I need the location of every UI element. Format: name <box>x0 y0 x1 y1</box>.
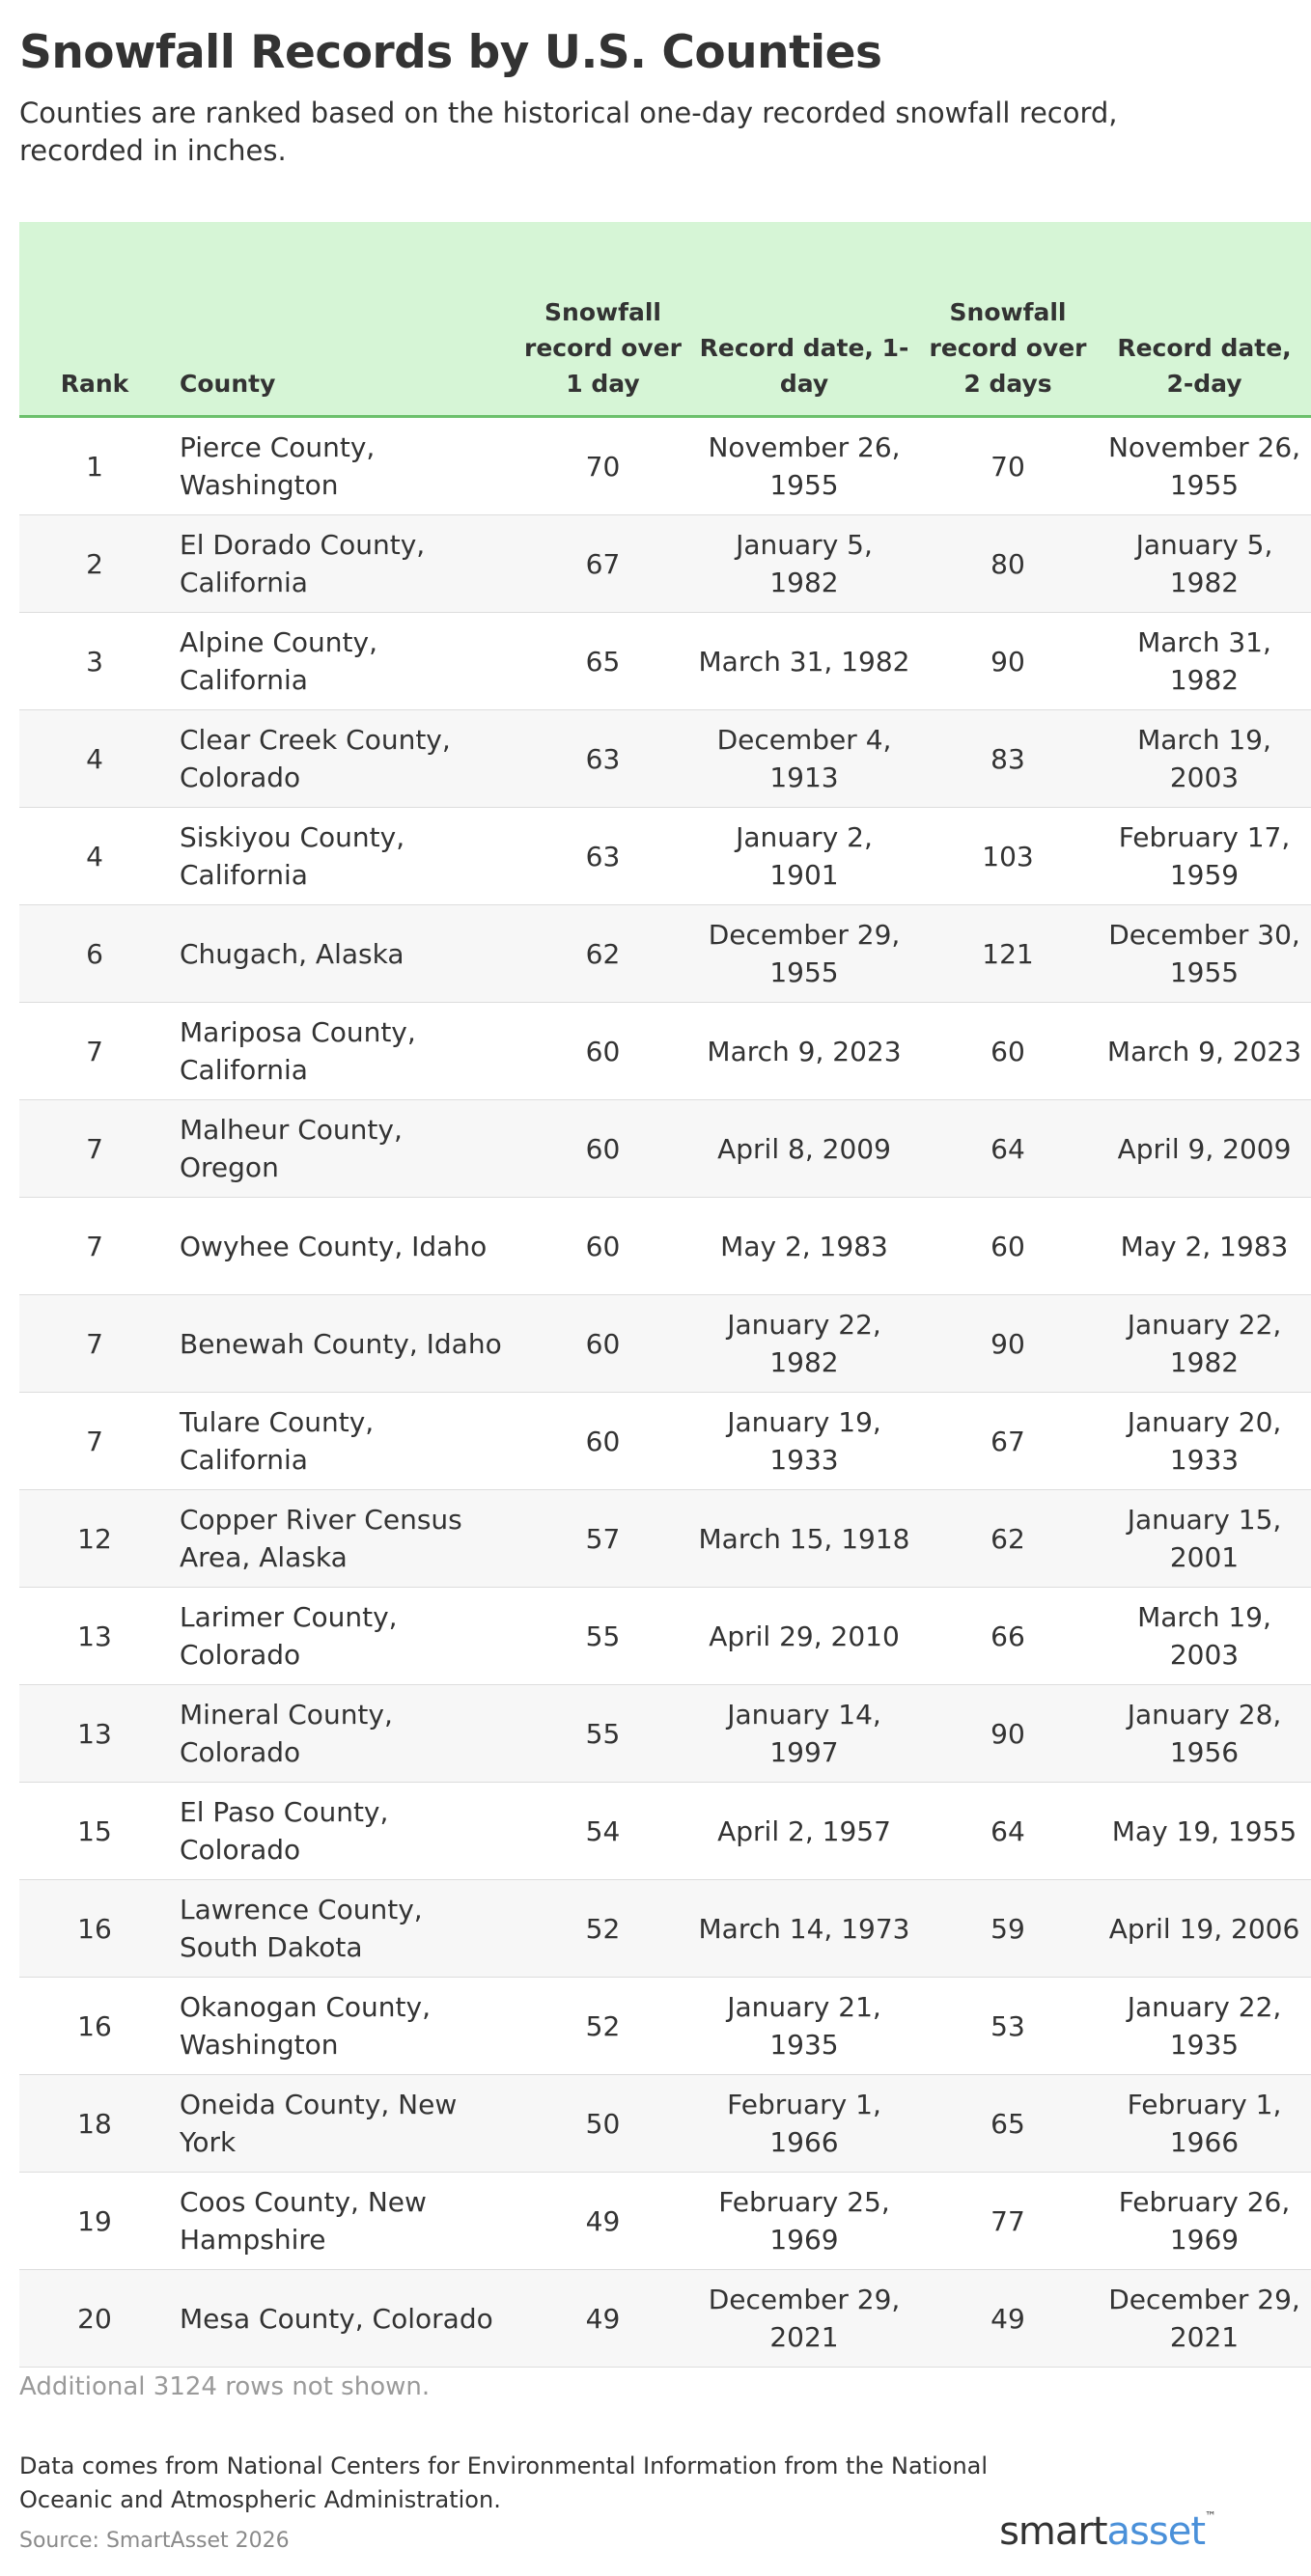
record-date-2-day-cell: March 19, 2003 <box>1098 710 1311 808</box>
record-date-2-day-cell: December 30, 1955 <box>1098 905 1311 1003</box>
county-cell: Malheur County, Oregon <box>170 1100 516 1198</box>
rank-cell: 13 <box>19 1685 170 1783</box>
county-cell: Mineral County, Colorado <box>170 1685 516 1783</box>
snowfall-1-day-cell: 60 <box>516 1393 690 1490</box>
county-cell: Mariposa County, California <box>170 1003 516 1100</box>
snowfall-2-days-cell: 80 <box>918 515 1098 613</box>
snowfall-2-days-cell: 49 <box>918 2270 1098 2368</box>
county-cell: Lawrence County, South Dakota <box>170 1880 516 1978</box>
county-cell: Larimer County, Colorado <box>170 1588 516 1685</box>
table-row <box>19 1588 1311 1685</box>
snowfall-2-days-cell: 60 <box>918 1003 1098 1100</box>
snowfall-1-day-cell: 65 <box>516 613 690 710</box>
snowfall-2-days-cell: 90 <box>918 613 1098 710</box>
snowfall-1-day-cell: 60 <box>516 1295 690 1393</box>
record-date-2-day-cell: March 9, 2023 <box>1098 1003 1311 1100</box>
snowfall-1-day-cell: 63 <box>516 710 690 808</box>
record-date-2-day-cell: May 2, 1983 <box>1098 1198 1311 1295</box>
county-cell: Oneida County, New York <box>170 2075 516 2173</box>
snowfall-2-days-cell: 83 <box>918 710 1098 808</box>
snowfall-2-days-cell: 65 <box>918 2075 1098 2173</box>
snowfall-1-day-cell: 54 <box>516 1783 690 1880</box>
record-date-1-day-cell: March 15, 1918 <box>690 1490 918 1588</box>
snowfall-1-day-cell: 50 <box>516 2075 690 2173</box>
table-row <box>19 808 1311 905</box>
table-row <box>19 1003 1311 1100</box>
record-date-2-day-cell: February 1, 1966 <box>1098 2075 1311 2173</box>
snowfall-1-day-cell: 60 <box>516 1100 690 1198</box>
table-row <box>19 710 1311 808</box>
record-date-1-day-cell: January 21, 1935 <box>690 1978 918 2075</box>
table-row <box>19 1198 1311 1295</box>
snowfall-1-day-cell: 62 <box>516 905 690 1003</box>
smartasset-logo <box>999 2509 1216 2554</box>
record-date-2-day-cell: April 9, 2009 <box>1098 1100 1311 1198</box>
table-row <box>19 1100 1311 1198</box>
data-source-note: Data comes from National Centers for Environmental Information from the National Oceanic and Atmospheric Administration. <box>19 2452 989 2513</box>
rank-cell: 7 <box>19 1295 170 1393</box>
snowfall-2-days-cell: 64 <box>918 1100 1098 1198</box>
county-cell: Coos County, New Hampshire <box>170 2173 516 2270</box>
snowfall-2-days-cell: 90 <box>918 1685 1098 1783</box>
rows-not-shown-note: Additional 3124 rows not shown. <box>19 2372 431 2401</box>
record-date-2-day-cell: April 19, 2006 <box>1098 1880 1311 1978</box>
table-row <box>19 1978 1311 2075</box>
table-row <box>19 613 1311 710</box>
rank-cell: 7 <box>19 1393 170 1490</box>
table-row <box>19 1295 1311 1393</box>
record-date-1-day-cell: January 2, 1901 <box>690 808 918 905</box>
rank-cell: 6 <box>19 905 170 1003</box>
record-date-1-day-cell: April 8, 2009 <box>690 1100 918 1198</box>
snowfall-1-day-cell: 55 <box>516 1588 690 1685</box>
county-cell: Benewah County, Idaho <box>170 1295 516 1393</box>
snowfall-table <box>19 222 1311 2368</box>
record-date-1-day-cell: March 31, 1982 <box>690 613 918 710</box>
source-credit: Source: SmartAsset 2026 <box>19 2529 290 2553</box>
page-title: Snowfall Records by U.S. Counties <box>19 26 882 79</box>
county-cell: Siskiyou County, California <box>170 808 516 905</box>
rank-cell: 13 <box>19 1588 170 1685</box>
snowfall-2-days-cell: 90 <box>918 1295 1098 1393</box>
record-date-2-day-cell: January 28, 1956 <box>1098 1685 1311 1783</box>
record-date-1-day-cell: December 29, 2021 <box>690 2270 918 2368</box>
county-cell: Alpine County, California <box>170 613 516 710</box>
snowfall-2-days-cell: 67 <box>918 1393 1098 1490</box>
county-cell: El Paso County, Colorado <box>170 1783 516 1880</box>
snowfall-2-days-cell: 59 <box>918 1880 1098 1978</box>
snowfall-1-day-cell: 49 <box>516 2173 690 2270</box>
snowfall-2-days-cell: 77 <box>918 2173 1098 2270</box>
snowfall-1-day-cell: 60 <box>516 1198 690 1295</box>
snowfall-1-day-cell: 60 <box>516 1003 690 1100</box>
logo-text-smart: smart <box>999 2509 1107 2554</box>
snowfall-1-day-cell: 55 <box>516 1685 690 1783</box>
record-date-1-day-cell: February 1, 1966 <box>690 2075 918 2173</box>
record-date-1-day-cell: March 9, 2023 <box>690 1003 918 1100</box>
snowfall-2-days-cell: 121 <box>918 905 1098 1003</box>
record-date-2-day-cell: January 15, 2001 <box>1098 1490 1311 1588</box>
table-row <box>19 2270 1311 2368</box>
county-cell: Okanogan County, Washington <box>170 1978 516 2075</box>
snowfall-2-days-cell: 60 <box>918 1198 1098 1295</box>
snowfall-1-day-cell: 52 <box>516 1880 690 1978</box>
column-header-snowfall-1-day[interactable]: Snowfall record over 1 day <box>516 222 690 417</box>
rank-cell: 16 <box>19 1880 170 1978</box>
snowfall-1-day-cell: 70 <box>516 417 690 515</box>
snowfall-1-day-cell: 63 <box>516 808 690 905</box>
record-date-1-day-cell: December 4, 1913 <box>690 710 918 808</box>
table-body <box>19 417 1311 2368</box>
column-header-record-date-2-day[interactable]: Record date, 2-day <box>1098 222 1311 417</box>
column-header-snowfall-2-days[interactable]: Snowfall record over 2 days <box>918 222 1098 417</box>
page-subtitle: Counties are ranked based on the historical one-day recorded snowfall record, recorded in inches. <box>19 97 1118 167</box>
record-date-1-day-cell: February 25, 1969 <box>690 2173 918 2270</box>
table-row <box>19 1490 1311 1588</box>
record-date-2-day-cell: January 20, 1933 <box>1098 1393 1311 1490</box>
county-cell: Copper River Census Area, Alaska <box>170 1490 516 1588</box>
snowfall-2-days-cell: 64 <box>918 1783 1098 1880</box>
logo-text-asset: asset <box>1106 2509 1205 2554</box>
record-date-1-day-cell: May 2, 1983 <box>690 1198 918 1295</box>
record-date-1-day-cell: April 2, 1957 <box>690 1783 918 1880</box>
column-header-rank[interactable]: Rank <box>19 222 170 417</box>
record-date-2-day-cell: May 19, 1955 <box>1098 1783 1311 1880</box>
snowfall-2-days-cell: 70 <box>918 417 1098 515</box>
county-cell: Chugach, Alaska <box>170 905 516 1003</box>
record-date-2-day-cell: February 26, 1969 <box>1098 2173 1311 2270</box>
record-date-2-day-cell: February 17, 1959 <box>1098 808 1311 905</box>
rank-cell: 18 <box>19 2075 170 2173</box>
record-date-2-day-cell: March 19, 2003 <box>1098 1588 1311 1685</box>
county-cell: Owyhee County, Idaho <box>170 1198 516 1295</box>
record-date-2-day-cell: January 22, 1982 <box>1098 1295 1311 1393</box>
snowfall-1-day-cell: 67 <box>516 515 690 613</box>
record-date-1-day-cell: March 14, 1973 <box>690 1880 918 1978</box>
rank-cell: 1 <box>19 417 170 515</box>
snowfall-1-day-cell: 49 <box>516 2270 690 2368</box>
table-row <box>19 1393 1311 1490</box>
rank-cell: 7 <box>19 1003 170 1100</box>
record-date-1-day-cell: November 26, 1955 <box>690 417 918 515</box>
record-date-1-day-cell: January 19, 1933 <box>690 1393 918 1490</box>
rank-cell: 4 <box>19 808 170 905</box>
snowfall-1-day-cell: 57 <box>516 1490 690 1588</box>
record-date-1-day-cell: January 22, 1982 <box>690 1295 918 1393</box>
record-date-2-day-cell: January 22, 1935 <box>1098 1978 1311 2075</box>
table-row <box>19 905 1311 1003</box>
county-cell: Mesa County, Colorado <box>170 2270 516 2368</box>
rank-cell: 3 <box>19 613 170 710</box>
table-row <box>19 1880 1311 1978</box>
rank-cell: 20 <box>19 2270 170 2368</box>
county-cell: El Dorado County, California <box>170 515 516 613</box>
record-date-2-day-cell: December 29, 2021 <box>1098 2270 1311 2368</box>
record-date-1-day-cell: January 5, 1982 <box>690 515 918 613</box>
rank-cell: 15 <box>19 1783 170 1880</box>
column-header-county[interactable]: County <box>170 222 516 417</box>
table-row <box>19 417 1311 515</box>
rank-cell: 2 <box>19 515 170 613</box>
county-cell: Tulare County, California <box>170 1393 516 1490</box>
table-row <box>19 515 1311 613</box>
table-row <box>19 1783 1311 1880</box>
rank-cell: 16 <box>19 1978 170 2075</box>
column-header-record-date-1-day[interactable]: Record date, 1-day <box>690 222 918 417</box>
record-date-1-day-cell: January 14, 1997 <box>690 1685 918 1783</box>
record-date-2-day-cell: November 26, 1955 <box>1098 417 1311 515</box>
snowfall-2-days-cell: 66 <box>918 1588 1098 1685</box>
county-cell: Pierce County, Washington <box>170 417 516 515</box>
county-cell: Clear Creek County, Colorado <box>170 710 516 808</box>
record-date-2-day-cell: January 5, 1982 <box>1098 515 1311 613</box>
rank-cell: 4 <box>19 710 170 808</box>
rank-cell: 7 <box>19 1100 170 1198</box>
table-row <box>19 1685 1311 1783</box>
record-date-1-day-cell: December 29, 1955 <box>690 905 918 1003</box>
table-header-row <box>19 222 1311 417</box>
record-date-2-day-cell: March 31, 1982 <box>1098 613 1311 710</box>
table-row <box>19 2173 1311 2270</box>
record-date-1-day-cell: April 29, 2010 <box>690 1588 918 1685</box>
snowfall-2-days-cell: 103 <box>918 808 1098 905</box>
snowfall-1-day-cell: 52 <box>516 1978 690 2075</box>
table-row <box>19 2075 1311 2173</box>
snowfall-2-days-cell: 62 <box>918 1490 1098 1588</box>
rank-cell: 7 <box>19 1198 170 1295</box>
rank-cell: 12 <box>19 1490 170 1588</box>
logo-trademark: ™ <box>1205 2509 1216 2523</box>
rank-cell: 19 <box>19 2173 170 2270</box>
snowfall-2-days-cell: 53 <box>918 1978 1098 2075</box>
